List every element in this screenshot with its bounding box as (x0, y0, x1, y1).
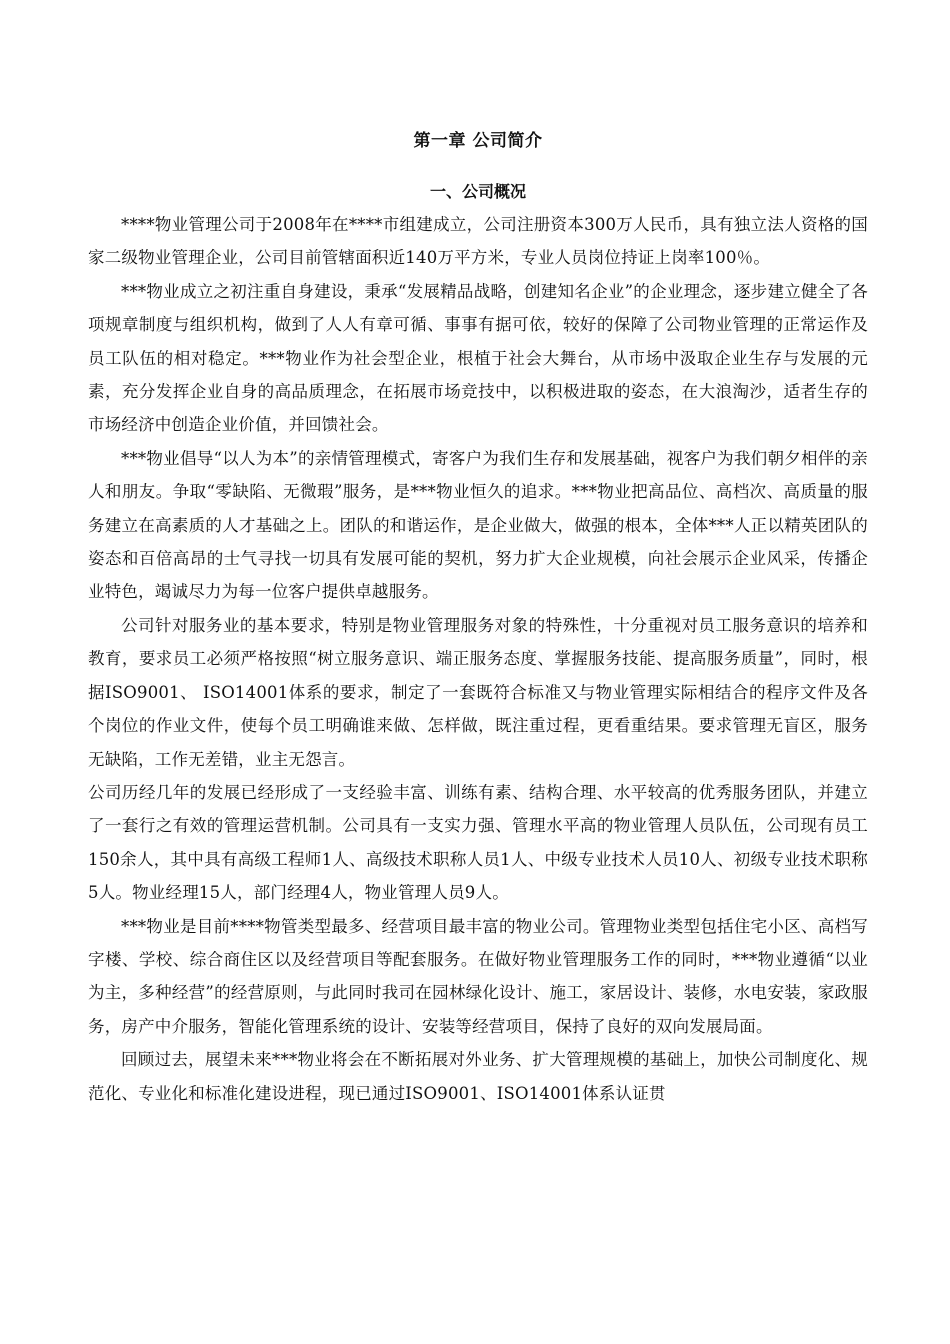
paragraph-service-standards: 公司针对服务业的基本要求，特别是物业管理服务对象的特殊性，十分重视对员工服务意识的培养和教育，要求员工必须严格按照“树立服务意识、端正服务态度、掌握服务技能、提高服务质量”，同时，根据ISO9001、 ISO14001体系的要求，制定了一套既符合标准又与物业管理实际相结合的程序文件及各个岗位的作业文件，使每个员工明确谁来做、怎样做，既注重过程，更看重结果。要求管理无盲区，服务无缺陷，工作无差错，业主无怨言。 (88, 615, 868, 769)
document-body (88, 128, 868, 1110)
paragraph-team-structure: 公司历经几年的发展已经形成了一支经验丰富、训练有素、结构合理、水平较高的优秀服务团队，并建立了一套行之有效的管理运营机制。公司具有一支实力强、管理水平高的物业管理人员队伍，公司现有员工150余人，其中具有高级工程师1人、高级技术职称人员1人、中级专业技术人员10人、初级专业技术职称5人。物业经理15人，部门经理4人，物业管理人员9人。 (88, 782, 868, 903)
paragraph-company-founding: ****物业管理公司于2008年在****市组建成立，公司注册资本300万人民币，具有独立法人资格的国家二级物业管理企业，公司目前管辖面积近140万平方米，专业人员岗位持证上岗率100％。 (88, 215, 868, 268)
paragraph-company-philosophy: ***物业成立之初注重自身建设，秉承“发展精品战略，创建知名企业”的企业理念，逐步建立健全了各项规章制度与组织机构，做到了人人有章可循、事事有据可依，较好的保障了公司物业管理的正常运作及员工队伍的相对稳定。***物业作为社会型企业，根植于社会大舞台，从市场中汲取企业生存与发展的元素，充分发挥企业自身的高品质理念，在拓展市场竞技中，以积极进取的姿态，在大浪淘沙，适者生存的市场经济中创造企业价值，并回馈社会。 (88, 281, 868, 435)
section-title: 一、公司概况 (429, 182, 526, 201)
paragraph-people-oriented: ***物业倡导“以人为本”的亲情管理模式，寄客户为我们生存和发展基础，视客户为我们朝夕相伴的亲人和朋友。争取“零缺陷、无微瑕”服务，是***物业恒久的追求。***物业把高品位、高档次、高质量的服务建立在高素质的人才基础之上。团队的和谐运作，是企业做大，做强的根本，全体***人正以精英团队的姿态和百倍高昂的士气寻找一切具有发展可能的契机，努力扩大企业规模，向社会展示企业风采，传播企业特色，竭诚尽力为每一位客户提供卓越服务。 (88, 448, 868, 602)
chapter-title: 第一章 公司简介 (413, 131, 543, 151)
paragraph-business-scope: ***物业是目前****物管类型最多、经营项目最丰富的物业公司。管理物业类型包括住宅小区、高档写字楼、学校、综合商住区以及经营项目等配套服务。在做好物业管理服务工作的同时，***物业遵循“以业为主，多种经营”的经营原则，与此同时我司在园林绿化设计、施工，家居设计、装修，水电安装，家政服务，房产中介服务，智能化管理系统的设计、安装等经营项目，保持了良好的双向发展局面。 (88, 916, 868, 1036)
paragraph-future-outlook: 回顾过去，展望未来***物业将会在不断拓展对外业务、扩大管理规模的基础上，加快公司制度化、规范化、专业化和标准化建设进程，现已通过ISO9001、ISO14001体系认证贯 (88, 1050, 868, 1103)
